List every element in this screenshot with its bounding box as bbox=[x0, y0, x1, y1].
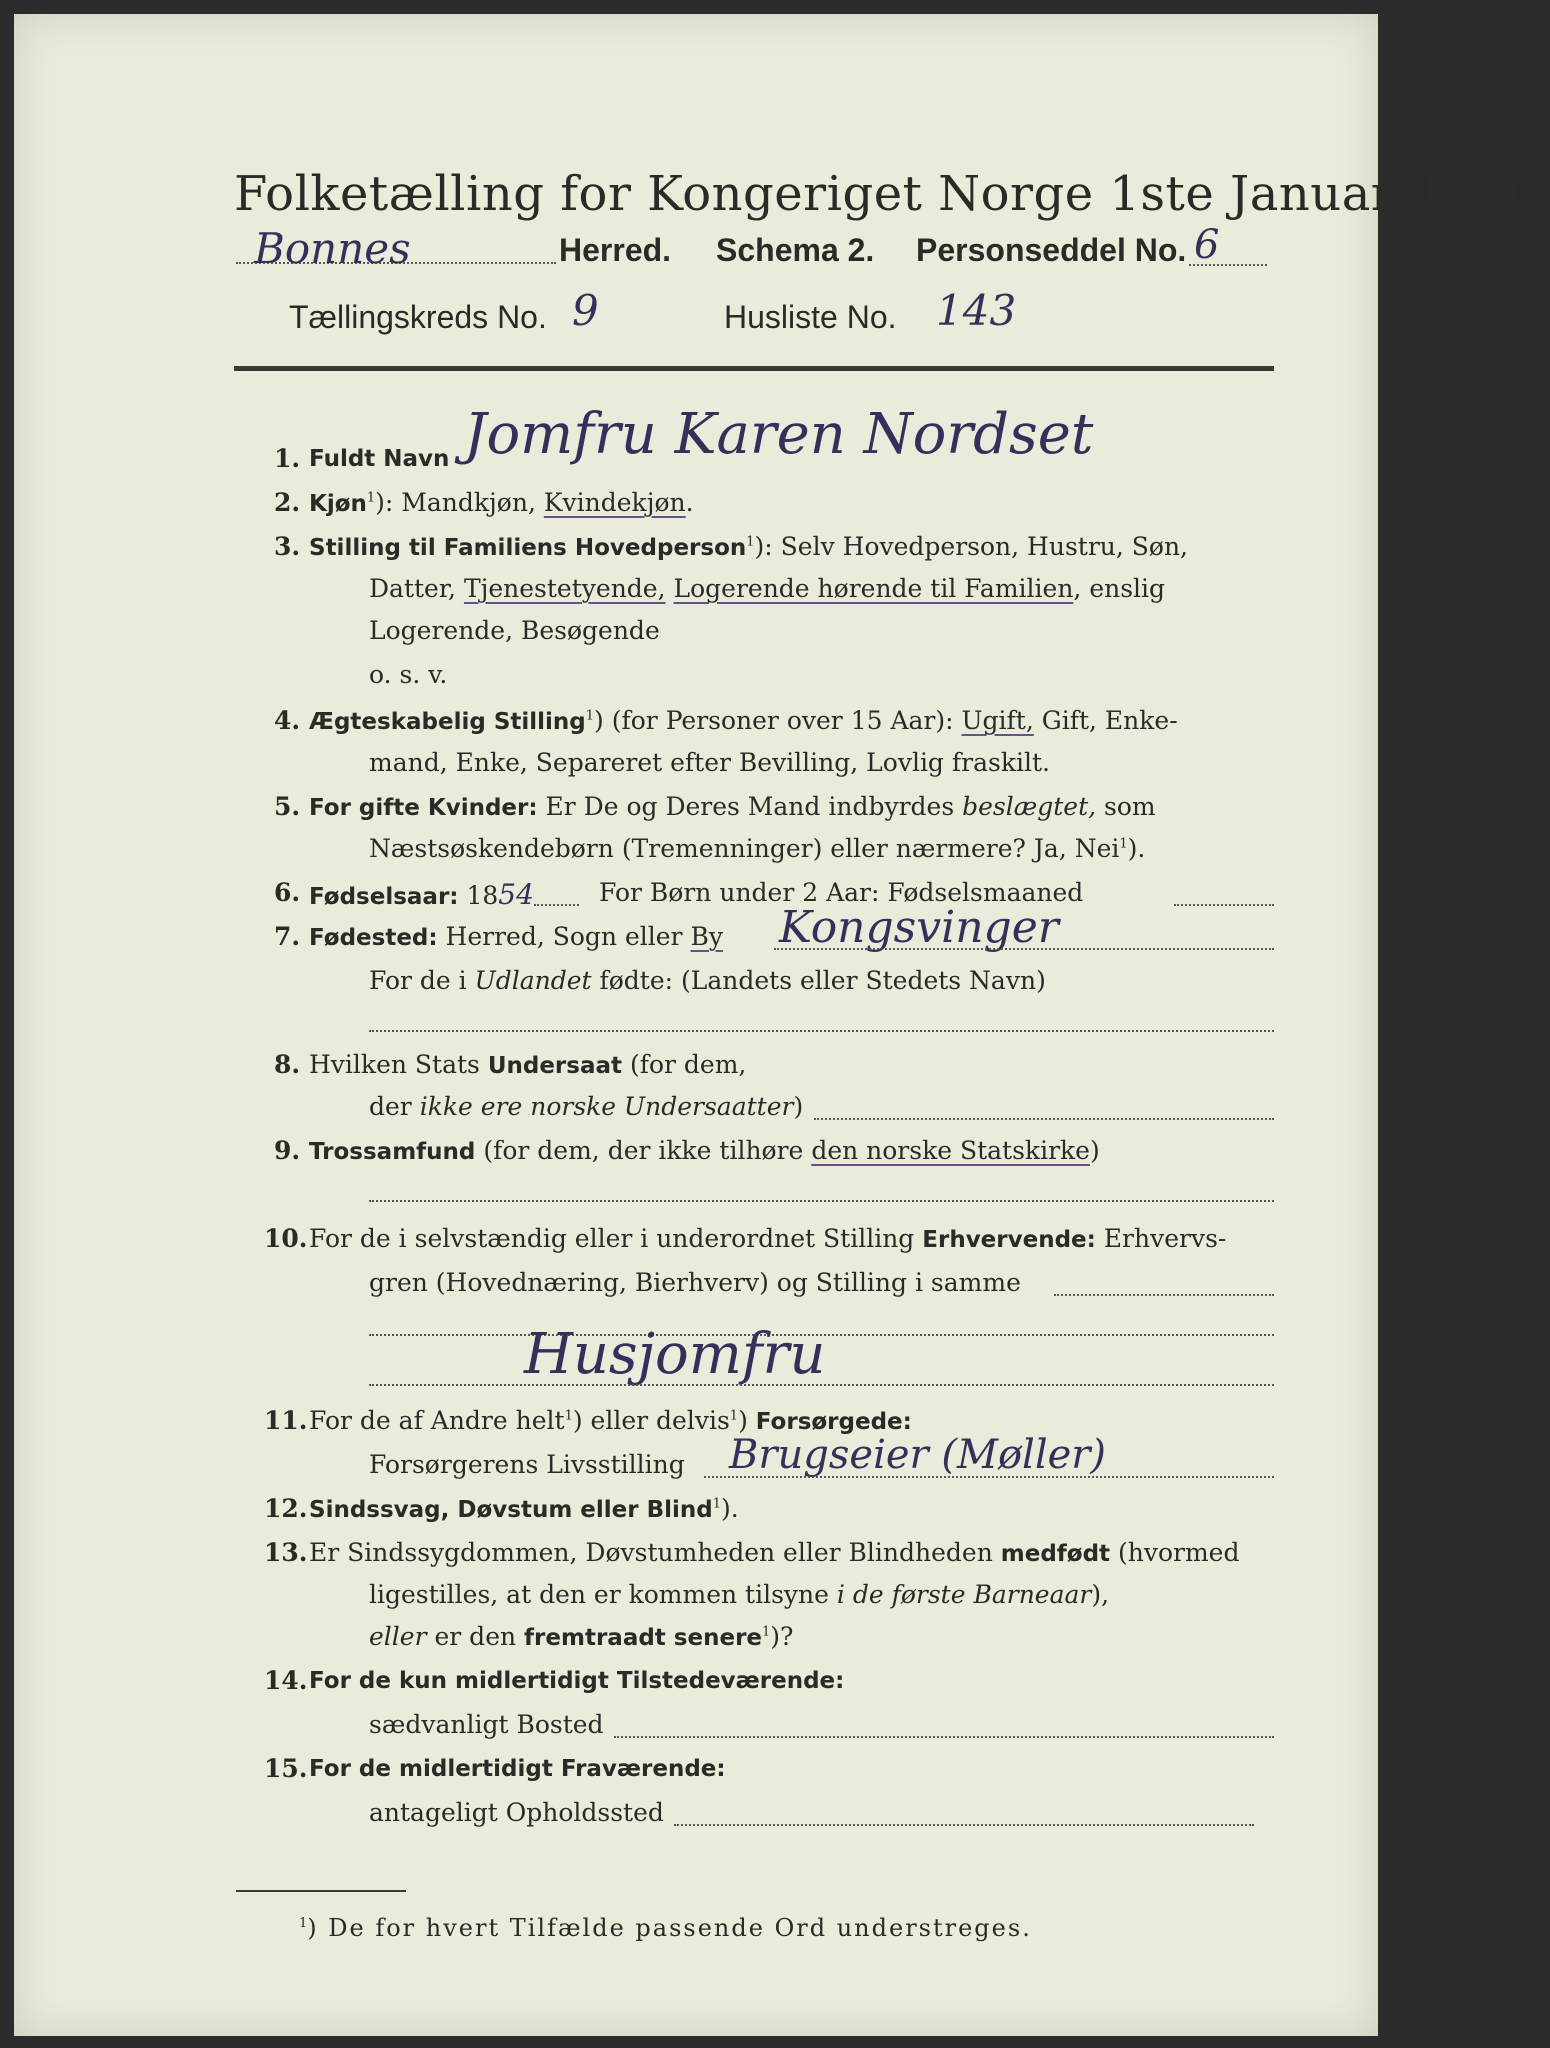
q13-line1: Er Sindssygdommen, Døvstumheden eller Blindheden medfødt (hvormed bbox=[309, 1538, 1240, 1567]
husliste-label: Husliste No. bbox=[724, 299, 897, 335]
q11-line1: For de af Andre helt$^1$) eller delvis$^1$) Forsørgede: bbox=[309, 1406, 912, 1435]
q11-provider-value: Brugseier (Møller) bbox=[729, 1432, 1107, 1478]
personseddel-label: Personseddel No. bbox=[916, 232, 1187, 268]
q12-line: Sindssvag, Døvstum eller Blind$^1$). bbox=[309, 1494, 739, 1523]
q13-line2: ligestilles, at den er kommen tilsyne i de første Barneaar), bbox=[369, 1580, 1110, 1609]
q10-line1: For de i selvstændig eller i underordnet Stilling Erhvervende: Erhvervs- bbox=[309, 1224, 1227, 1253]
footnote: $^1$) De for hvert Tilfælde passende Ord understreges. bbox=[299, 1914, 1032, 1942]
q9-dotline bbox=[369, 1200, 1274, 1202]
q5-label: For gifte Kvinder: bbox=[309, 795, 538, 821]
q11-line2: Forsørgerens Livsstilling bbox=[369, 1450, 685, 1479]
q8-dotline bbox=[814, 1118, 1274, 1120]
form-title: Folketælling for Kongeriget Norge 1ste Januar 1891. bbox=[234, 166, 1550, 222]
q2-label: Kjøn bbox=[309, 491, 367, 517]
q8-number: 8. bbox=[274, 1050, 301, 1079]
q14-number: 14. bbox=[264, 1666, 308, 1695]
q3-line4: o. s. v. bbox=[369, 660, 448, 689]
q10-dotline3 bbox=[369, 1384, 1274, 1386]
q11-label: Forsørgede: bbox=[755, 1409, 912, 1435]
q10-dotline1 bbox=[1054, 1294, 1274, 1296]
q10-occupation-value: Husjomfru bbox=[524, 1322, 826, 1387]
q12-number: 12. bbox=[264, 1494, 308, 1523]
q4-ugift-underlined: Ugift, bbox=[961, 706, 1034, 735]
q7-label: Fødested: bbox=[309, 925, 438, 951]
personseddel-value: 6 bbox=[1194, 222, 1220, 268]
q13-number: 13. bbox=[264, 1538, 308, 1567]
q3-number: 3. bbox=[274, 532, 301, 561]
q14-line2: sædvanligt Bosted bbox=[369, 1710, 604, 1739]
q8-line2: der ikke ere norske Undersaatter) bbox=[369, 1092, 804, 1121]
herred-value: Bonnes bbox=[254, 224, 411, 273]
footnote-rule bbox=[236, 1890, 406, 1892]
q9-number: 9. bbox=[274, 1136, 301, 1165]
census-form-page bbox=[14, 14, 1550, 2036]
q11-dotline bbox=[704, 1476, 1274, 1478]
q6-month-dotline bbox=[1174, 904, 1274, 906]
q10-line2: gren (Hovednæring, Bierhverv) og Stilling i samme bbox=[369, 1268, 1021, 1297]
husliste-value: 143 bbox=[936, 286, 1017, 335]
q7-number: 7. bbox=[274, 922, 301, 951]
q6-year-value: 54 bbox=[498, 878, 534, 911]
q8-line1: Hvilken Stats Undersaat (for dem, bbox=[309, 1050, 747, 1079]
q9-statskirke-underlined: den norske Statskirke bbox=[811, 1136, 1090, 1165]
schema-label: Schema 2. bbox=[716, 232, 875, 268]
herred-label: Herred. bbox=[559, 232, 672, 268]
q6-number: 6. bbox=[274, 878, 301, 907]
q3-line3: Logerende, Besøgende bbox=[369, 616, 660, 645]
q6-year-dotline bbox=[534, 904, 579, 906]
q10-label: Erhvervende: bbox=[922, 1227, 1096, 1253]
personseddel-dotline bbox=[1189, 264, 1267, 266]
q5-line1: For gifte Kvinder: Er De og Deres Mand indbyrdes beslægtet, som bbox=[309, 792, 1156, 821]
q8-label: Undersaat bbox=[487, 1053, 622, 1079]
q14-label: For de kun midlertidigt Tilstedeværende: bbox=[309, 1668, 845, 1694]
q13-label: medfødt bbox=[1000, 1541, 1111, 1567]
q7-dotline bbox=[774, 948, 1274, 950]
taellingskreds-label: Tællingskreds No. bbox=[289, 299, 547, 335]
q7-extra-dotline bbox=[369, 1030, 1274, 1032]
q2-line: Kjøn$^1$): Mandkjøn, Kvindekjøn. bbox=[309, 488, 694, 517]
q15-label: For de midlertidigt Fraværende: bbox=[309, 1756, 726, 1782]
taellingskreds-value: 9 bbox=[572, 286, 599, 335]
q3-label: Stilling til Familiens Hovedperson bbox=[309, 535, 747, 561]
q1-number: 1. bbox=[274, 444, 301, 473]
q6-label2: For Børn under 2 Aar: Fødselsmaaned bbox=[599, 878, 1084, 907]
q6-label: Fødselsaar: bbox=[309, 884, 459, 910]
q4-line1: Ægteskabelig Stilling$^1$) (for Personer over 15 Aar): Ugift, Gift, Enke- bbox=[309, 706, 1178, 735]
q6-line: Fødselsaar: 1854 bbox=[309, 878, 534, 911]
q2-kvindekjon-underlined: Kvindekjøn bbox=[543, 488, 686, 517]
q7-line1: Fødested: Herred, Sogn eller By bbox=[309, 922, 723, 951]
q15-dotline bbox=[674, 1824, 1254, 1826]
q7-birthplace-value: Kongsvinger bbox=[779, 902, 1059, 953]
q14-dotline bbox=[614, 1736, 1274, 1738]
q11-number: 11. bbox=[264, 1406, 308, 1435]
q5-line2: Næstsøskendebørn (Tremenninger) eller nærmere? Ja, Nei$^1$). bbox=[369, 834, 1146, 863]
q10-number: 10. bbox=[264, 1224, 308, 1253]
q4-line2: mand, Enke, Separeret efter Bevilling, Lovlig fraskilt. bbox=[369, 748, 1050, 777]
q4-number: 4. bbox=[274, 706, 301, 735]
q5-number: 5. bbox=[274, 792, 301, 821]
q7-line2: For de i Udlandet fødte: (Landets eller Stedets Navn) bbox=[369, 966, 1046, 995]
q3-line2: Datter, Tjenestetyende, Logerende hørende til Familien, enslig bbox=[369, 574, 1166, 603]
q4-label: Ægteskabelig Stilling bbox=[309, 709, 586, 735]
q3-tjenestetyende-underlined: Tjenestetyende, bbox=[463, 574, 666, 603]
q9-label: Trossamfund bbox=[309, 1139, 476, 1165]
header-rule bbox=[234, 366, 1274, 371]
q1-name-value: Jomfru Karen Nordset bbox=[464, 402, 1094, 467]
q1-label: Fuldt Navn bbox=[309, 446, 450, 472]
q9-line1: Trossamfund (for dem, der ikke tilhøre den norske Statskirke) bbox=[309, 1136, 1100, 1165]
q3-logerende-underlined: Logerende hørende til Familien bbox=[673, 574, 1074, 603]
q3-line1: Stilling til Familiens Hovedperson$^1$): Selv Hovedperson, Hustru, Søn, bbox=[309, 532, 1189, 561]
q12-label: Sindssvag, Døvstum eller Blind bbox=[309, 1497, 713, 1523]
q15-number: 15. bbox=[264, 1754, 308, 1783]
q2-number: 2. bbox=[274, 488, 301, 517]
q13-line3: eller er den fremtraadt senere$^1$)? bbox=[369, 1622, 794, 1651]
q15-line2: antageligt Opholdssted bbox=[369, 1798, 664, 1827]
